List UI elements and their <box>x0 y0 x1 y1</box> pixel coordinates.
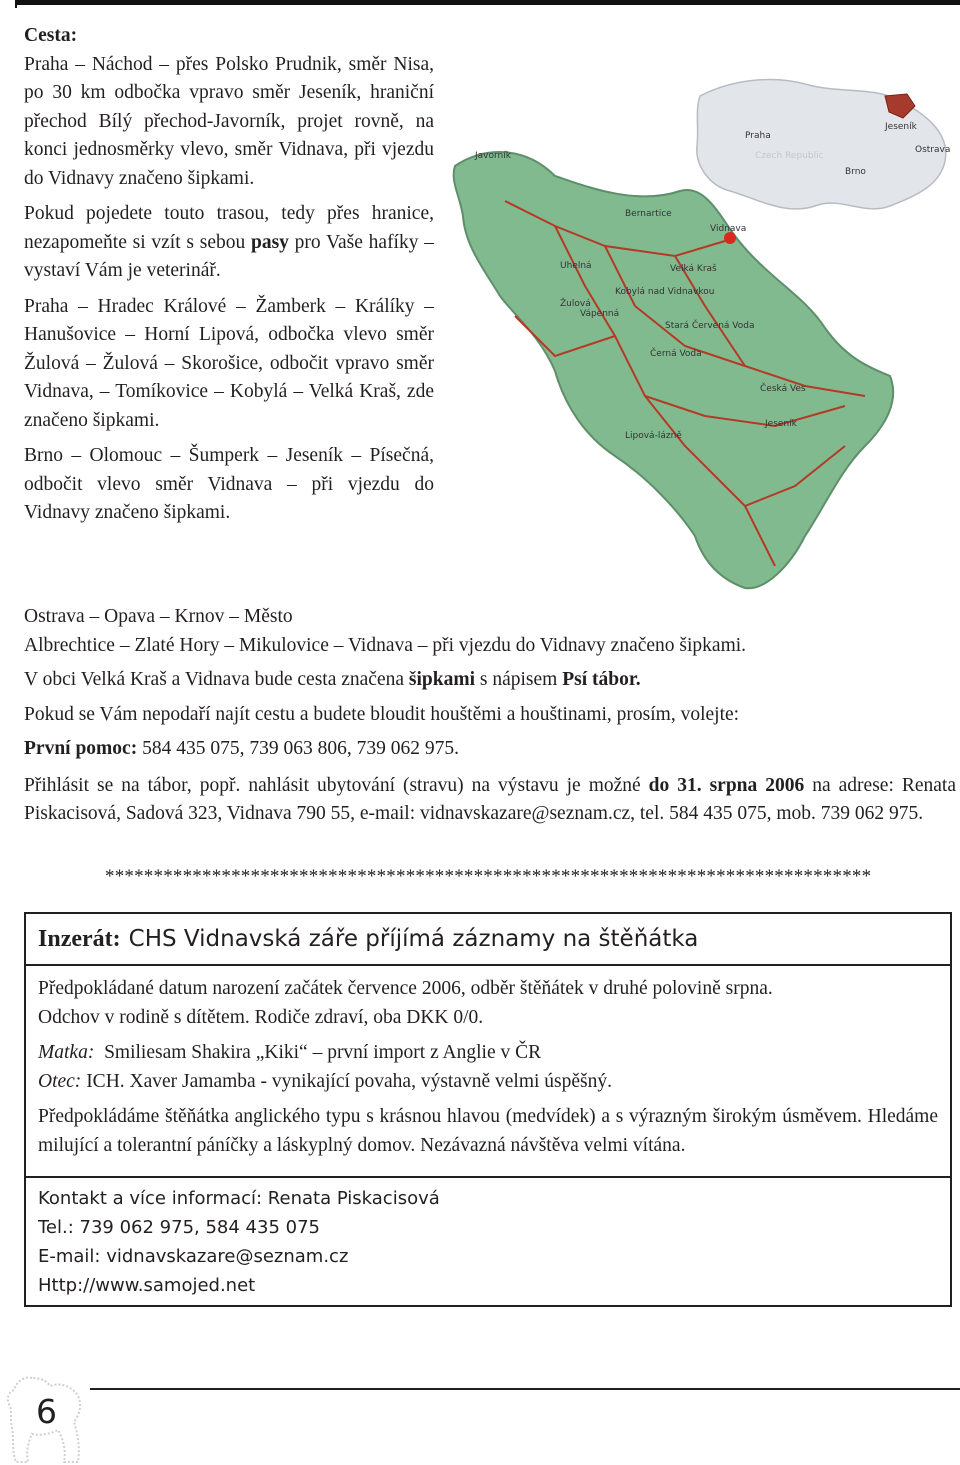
ad-body <box>26 966 950 1166</box>
first-aid-numbers: 584 435 075, 739 063 806, 739 062 975. <box>137 738 459 759</box>
route-p6-text: V obci Velká Kraš a Vidnava bude cesta značena <box>24 669 409 690</box>
ad-mother-text: Smiliesam Shakira „Kiki“ – první import z Anglie v ČR <box>104 1042 542 1063</box>
route-paragraph-5-line2: Albrechtice – Zlaté Hory – Mikulovice – Vidnava – při vjezdu do Vidnavy značeno šipkami. <box>24 634 747 656</box>
route-paragraph-2 <box>24 200 434 286</box>
map-label-7: Kobylá nad Vidnavkou <box>615 287 715 297</box>
ad-line-2: Odchov v rodině s dítětem. Rodiče zdraví, oba DKK 0/0. <box>38 1007 484 1028</box>
registration-text: Přihlásit se na tábor, popř. nahlásit ubytování (stravu) na výstavu je možné <box>24 774 649 796</box>
contact-line-1: Kontakt a více informací: Renata Piskacisová <box>38 1188 440 1209</box>
route-paragraph-4: Brno – Olomouc – Šumperk – Jeseník – Písečná, odbočit vlevo směr Vidnava – při vjezdu do Vidnavy značeno šipkami. <box>24 445 434 523</box>
map-label-jesenik-inset: Jeseník <box>885 122 917 132</box>
map-label-ostrava: Ostrava <box>915 145 951 155</box>
route-paragraph-5-line1-text: Ostrava – Opava – Krnov – Město <box>24 606 293 627</box>
route-paragraph-5-line1 <box>24 603 434 632</box>
contact-email[interactable]: E-mail: vidnavskazare@seznam.cz <box>38 1246 349 1267</box>
map-label-brno: Brno <box>845 167 866 177</box>
route-p6-bold-arrows: šipkami <box>408 669 475 690</box>
map-label-8: Vápenná <box>580 309 620 319</box>
route-p6-bold-camp: Psí tábor. <box>562 669 641 690</box>
top-border <box>15 0 960 5</box>
map-label-3: Vidnava <box>710 224 747 234</box>
ad-title-label: Inzerát: <box>38 925 121 952</box>
ad-mother <box>38 1038 938 1067</box>
route-p2-text-end: pro Vaše hafíky – vystaví Vám je veterinář. <box>24 231 434 281</box>
registration-paragraph <box>24 772 956 829</box>
map-label-11: Lipová-lázně <box>625 431 682 441</box>
ad-contact <box>26 1176 950 1300</box>
ad-mother-label: Matka: <box>38 1042 95 1063</box>
map-label-12: Česká Ves <box>760 384 806 394</box>
map-label-10: Černá Voda <box>650 349 702 359</box>
route-paragraph-6 <box>24 666 956 695</box>
route-p6-text-mid: s nápisem <box>475 669 563 690</box>
map-label-4: Uhelná <box>560 261 592 271</box>
separator-stars: ******************************************************************************* <box>105 866 872 887</box>
route-paragraph-3: Praha – Hradec Králové – Žamberk – Králíky – Hanušovice – Horní Lipová, odbočka vlevo směr Žulová – Žulová – Skorošice, odbočit vpravo směr Vidnava, – Tomíkovice – Kobylá – Velká Kraš, zde značeno šipkami. <box>24 295 434 431</box>
contact-phone: Tel.: 739 062 975, 584 435 075 <box>38 1217 320 1238</box>
map-label-5: Velká Kraš <box>670 264 717 274</box>
map-label-2: Bernartice <box>625 209 672 219</box>
region-map <box>445 66 960 596</box>
map-label-czech-republic: Czech Republic <box>755 151 824 161</box>
route-p2-bold: pasy <box>250 231 289 253</box>
route-full-width <box>24 603 956 829</box>
registration-address: na adrese: Renata Piskacisová, Sadová 323, Vidnava 790 55, e-mail: vidnavskazare@seznam.cz, tel. 584 435 075, mob. 739 062 975. <box>24 774 956 824</box>
first-aid-label: První pomoc: <box>24 738 138 759</box>
map-label-6: Žulová <box>560 299 591 309</box>
top-border-corner <box>15 0 17 8</box>
ad-line-1: Předpokládané datum narození začátek července 2006, odběr štěňátek v druhé polovině srpna. <box>38 978 773 999</box>
ad-father <box>38 1067 938 1096</box>
first-aid-line <box>24 735 956 764</box>
route-column <box>24 22 434 535</box>
route-p2-text: Pokud pojedete touto trasou, tedy přes hranice, nezapomeňte si vzít s sebou <box>24 203 434 253</box>
map-label-9: Stará Červená Voda <box>665 321 755 331</box>
route-paragraph-1: Praha – Náchod – přes Polsko Prudnik, směr Nisa, po 30 km odbočka vpravo směr Jeseník, hraniční přechod Bílý přechod-Javorník, projet rovně, na konci jednosměrky vlevo, směr Vidnava, při vjezdu do Vidnavy značeno šipkami. <box>24 53 434 189</box>
map-label-13: Jeseník <box>765 419 797 429</box>
route-paragraph-7: Pokud se Vám nepodaří najít cestu a budete bloudit houštěmi a houštinami, prosím, volejte: <box>24 703 740 725</box>
ad-title <box>26 914 950 966</box>
ad-title-text: CHS Vidnavská záře příjímá záznamy na štěňátka <box>128 926 699 952</box>
ad-father-label: Otec: <box>38 1071 82 1092</box>
ad-father-text: ICH. Xaver Jamamba - vynikající povaha, výstavně velmi úspěšný. <box>81 1071 613 1092</box>
ad-line-5: Předpokládáme štěňátka anglického typu s krásnou hlavou (medvídek) a s výrazným širokým úsměvem. Hledáme milující a tolerantní páníčky a láskyplný domov. Nezávazná návštěva velmi vítána. <box>38 1106 938 1156</box>
map-label-praha: Praha <box>745 131 771 141</box>
page-number: 6 <box>36 1392 57 1431</box>
route-heading: Cesta: <box>24 25 78 46</box>
footer-rule <box>90 1388 960 1390</box>
map-label-1: Javorník <box>475 151 511 161</box>
jesenik-district <box>454 152 894 588</box>
advertisement-box <box>24 912 952 1307</box>
registration-deadline: do 31. srpna 2006 <box>648 774 805 796</box>
contact-website[interactable]: Http://www.samojed.net <box>38 1275 256 1296</box>
